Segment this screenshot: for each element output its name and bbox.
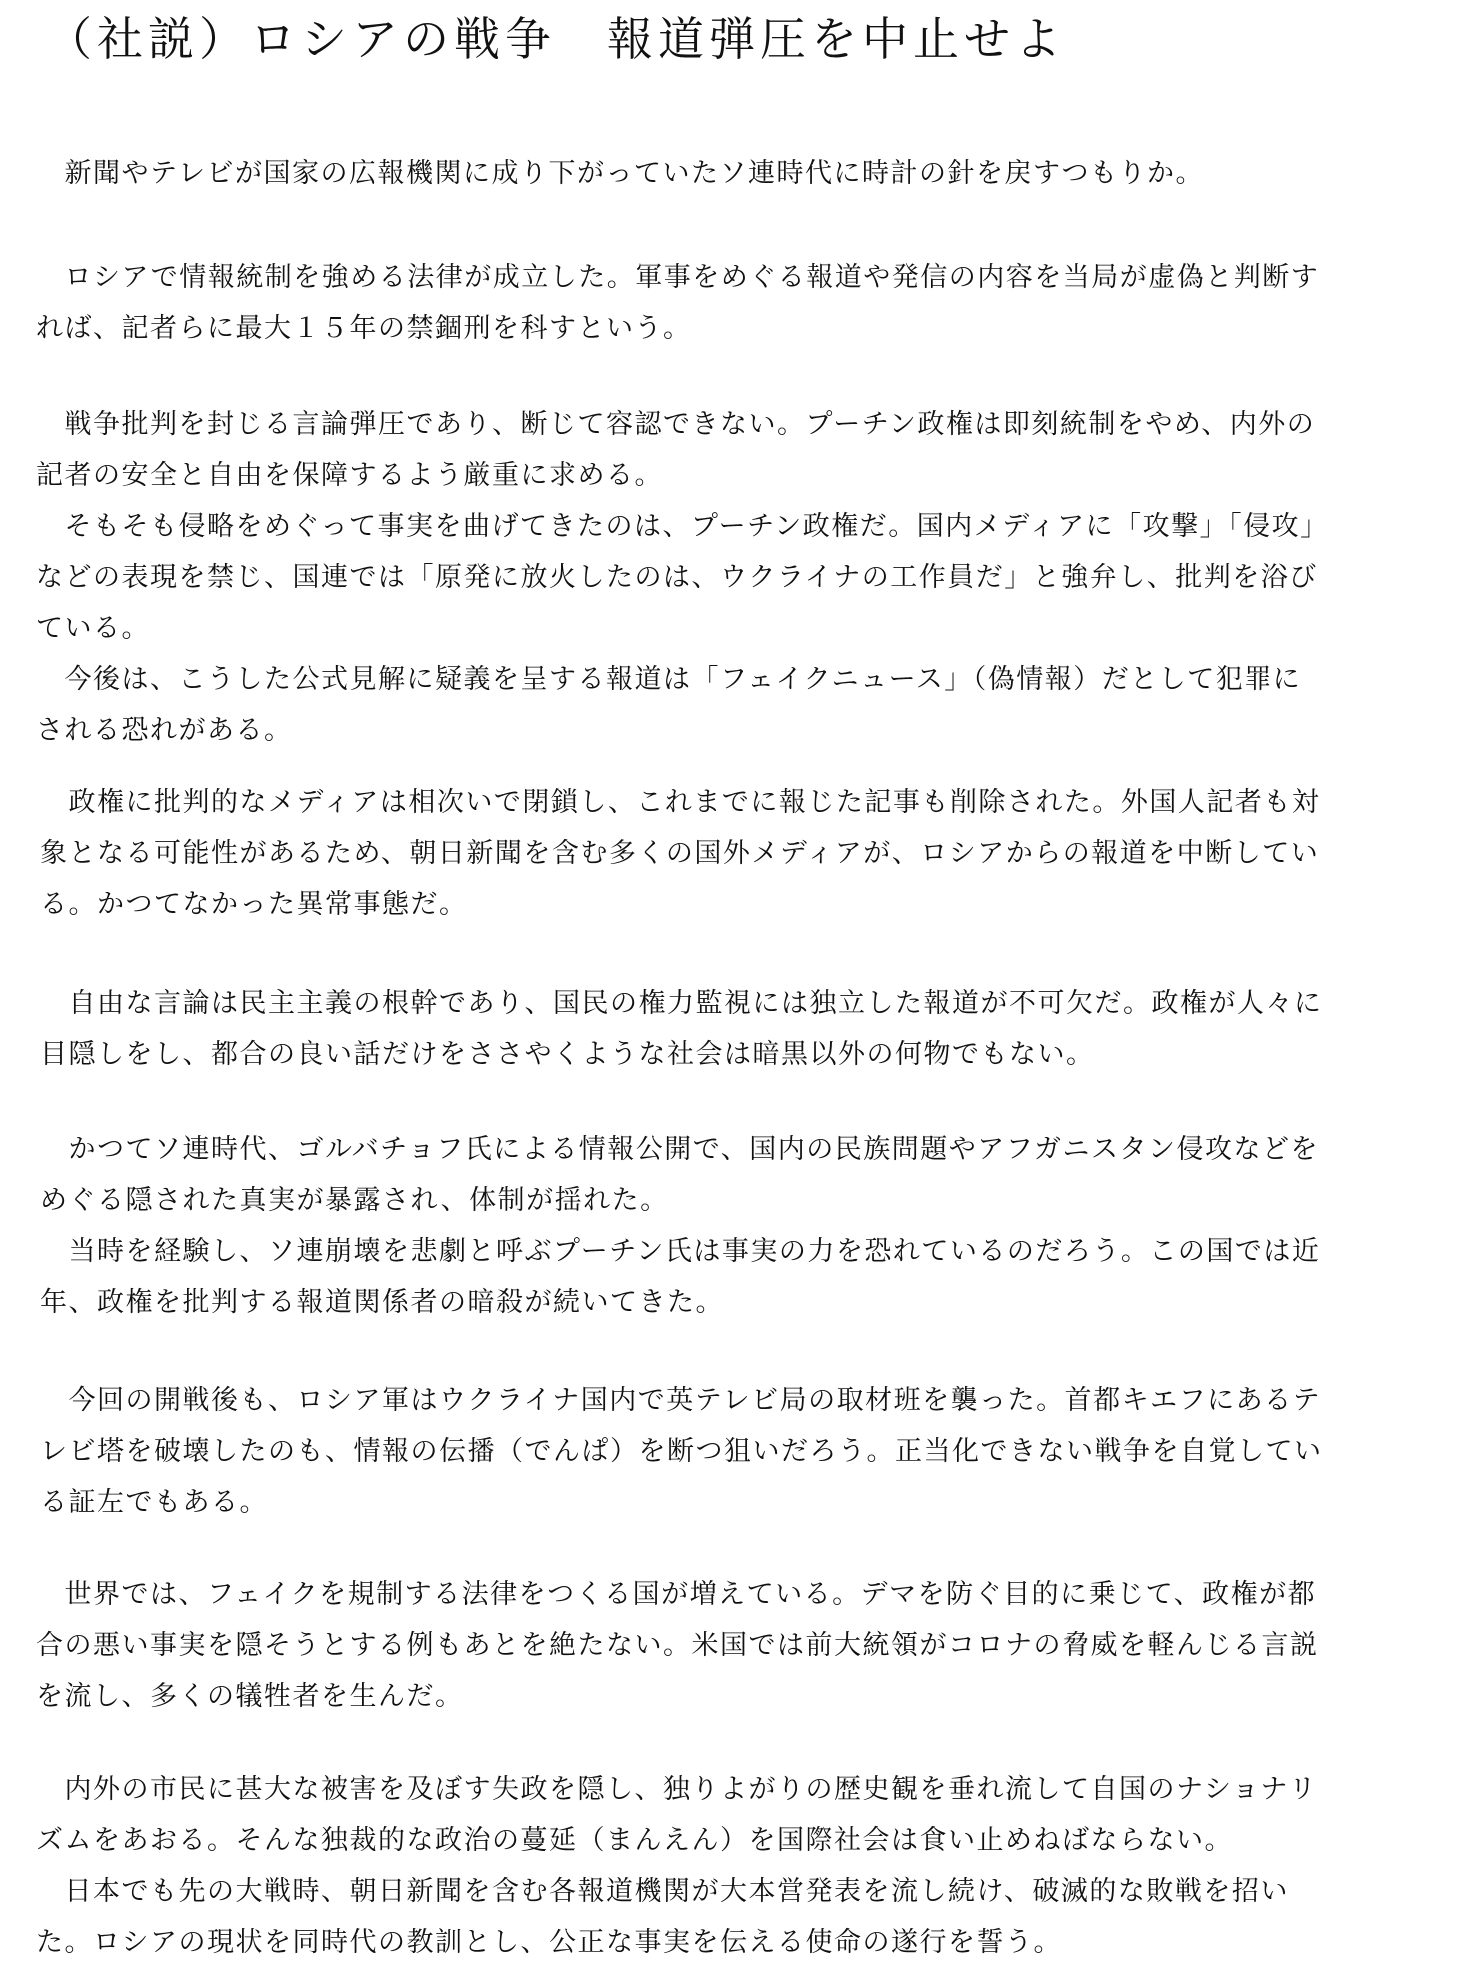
editorial-headline: （社説）ロシアの戦争 報道弾圧を中止せよ (46, 12, 1066, 66)
paragraph-7 (40, 1375, 1323, 1528)
paragraph-5 (40, 978, 1323, 1080)
paragraph-8 (36, 1569, 1319, 1722)
paragraph-line: る。かつてなかった異常事態だ。 (40, 889, 468, 920)
paragraph-line: 記者の安全と自由を保障するよう厳重に求める。 (36, 460, 663, 491)
paragraph-line: 内外の市民に甚大な被害を及ぼす失政を隠し、独りよがりの歴史観を垂れ流して自国のナショナリ (36, 1774, 1318, 1805)
paragraph-2 (36, 252, 1319, 354)
paragraph-1 (36, 148, 1204, 199)
paragraph-line: 戦争批判を封じる言論弾圧であり、断じて容認できない。プーチン政権は即刻統制をやめ、内外の (36, 409, 1316, 440)
paragraph-line: かつてソ連時代、ゴルバチョフ氏による情報公開で、国内の民族問題やアフガニスタン侵攻などを (40, 1134, 1319, 1165)
paragraph-line: 合の悪い事実を隠そうとする例もあとを絶たない。米国では前大統領がコロナの脅威を軽んじる言説 (36, 1630, 1319, 1661)
paragraph-line: 今後は、こうした公式見解に疑義を呈する報道は「フェイクニュース」（偽情報）だとして犯罪に (36, 664, 1302, 695)
paragraph-line: 世界では、フェイクを規制する法律をつくる国が増えている。デマを防ぐ目的に乗じて、政権が都 (36, 1579, 1317, 1610)
paragraph-line: ロシアで情報統制を強める法律が成立した。軍事をめぐる報道や発信の内容を当局が虚偽と判断す (36, 262, 1320, 293)
paragraph-line: 目隠しをし、都合の良い話だけをささやくような社会は暗黒以外の何物でもない。 (40, 1039, 1095, 1070)
paragraph-line: 年、政権を批判する報道関係者の暗殺が続いてきた。 (40, 1287, 724, 1318)
paragraph-line: 新聞やテレビが国家の広報機関に成り下がっていたソ連時代に時計の針を戻すつもりか。 (36, 158, 1204, 189)
paragraph-line: た。ロシアの現状を同時代の教訓とし、公正な事実を伝える使命の遂行を誓う。 (36, 1927, 1062, 1958)
paragraph-line: れば、記者らに最大１５年の禁錮刑を科すという。 (36, 313, 692, 344)
paragraph-line: 日本でも先の大戦時、朝日新聞を含む各報道機関が大本営発表を流し続け、破滅的な敗戦を招い (36, 1876, 1289, 1907)
paragraph-line: 自由な言論は民主主義の根幹であり、国民の権力監視には独立した報道が不可欠だ。政権が人々に (40, 988, 1323, 1019)
paragraph-9 (36, 1764, 1317, 1968)
paragraph-4 (40, 777, 1320, 930)
paragraph-line: などの表現を禁じ、国連では「原発に放火したのは、ウクライナの工作員だ」と強弁し、批判を浴び (36, 562, 1318, 593)
paragraph-line: される恐れがある。 (36, 715, 293, 746)
paragraph-line: 政権に批判的なメディアは相次いで閉鎖し、これまでに報じた記事も削除された。外国人記者も対 (40, 787, 1321, 818)
paragraph-line: る証左でもある。 (40, 1487, 268, 1518)
paragraph-line: そもそも侵略をめぐって事実を曲げてきたのは、プーチン政権だ。国内メディアに「攻撃」「侵攻」 (36, 511, 1329, 542)
paragraph-6 (40, 1124, 1320, 1328)
paragraph-line: めぐる隠された真実が暴露され、体制が揺れた。 (40, 1185, 669, 1216)
paragraph-line: レビ塔を破壊したのも、情報の伝播（でんぱ）を断つ狙いだろう。正当化できない戦争を自覚してい (40, 1436, 1323, 1467)
paragraph-line: 当時を経験し、ソ連崩壊を悲劇と呼ぶプーチン氏は事実の力を恐れているのだろう。この国では近 (40, 1236, 1321, 1267)
paragraph-line: ズムをあおる。そんな独裁的な政治の蔓延（まんえん）を国際社会は食い止めねばならない。 (36, 1825, 1233, 1856)
paragraph-line: 今回の開戦後も、ロシア軍はウクライナ国内で英テレビ局の取材班を襲った。首都キエフにあるテ (40, 1385, 1322, 1416)
paragraph-3 (36, 399, 1329, 756)
paragraph-line: ている。 (36, 613, 150, 644)
paragraph-line: 象となる可能性があるため、朝日新聞を含む多くの国外メディアが、ロシアからの報道を中断してい (40, 838, 1320, 869)
paragraph-line: を流し、多くの犠牲者を生んだ。 (36, 1681, 464, 1712)
